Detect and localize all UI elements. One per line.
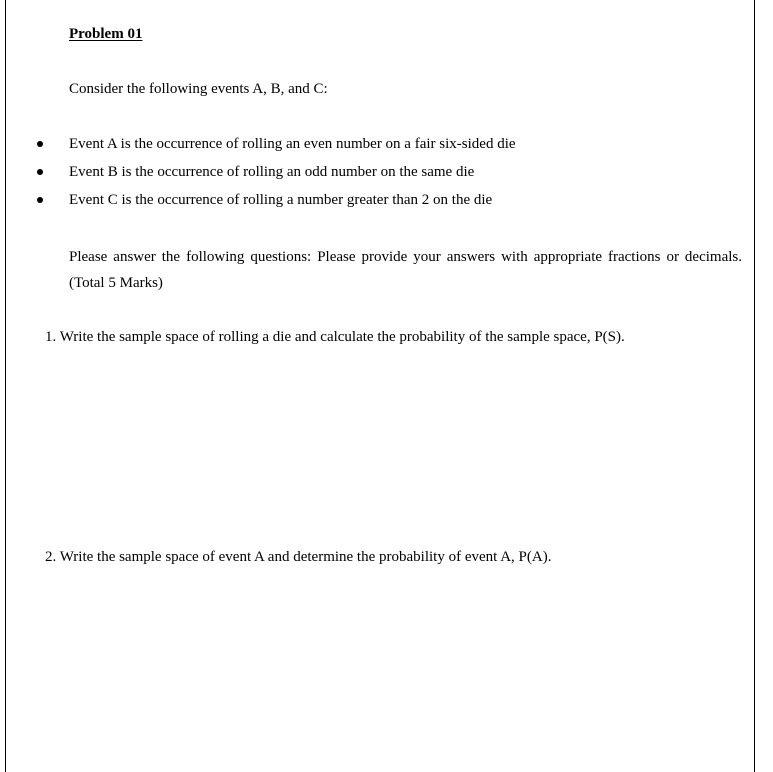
- page-frame: [5, 0, 755, 772]
- problem-title: Problem 01: [69, 26, 143, 42]
- instructions-paragraph: Please answer the following questions: Please provide your answers with appropriate fractions or decimals.(Total 5 Marks): [69, 249, 742, 291]
- question-2: 2. Write the sample space of event A and determine the probability of event A, P(A).: [45, 549, 552, 565]
- event-a-text: Event A is the occurrence of rolling an even number on a fair six-sided die: [69, 136, 516, 152]
- event-c-text: Event C is the occurrence of rolling a number greater than 2 on the die: [69, 192, 493, 208]
- bullet-icon: [37, 169, 43, 175]
- problem-intro: Consider the following events A, B, and C:: [69, 81, 328, 97]
- bullet-icon: [37, 141, 43, 147]
- question-1: 1. Write the sample space of rolling a die and calculate the probability of the sample space, P(S).: [45, 329, 625, 345]
- event-b-text: Event B is the occurrence of rolling an odd number on the same die: [69, 164, 475, 180]
- bullet-icon: [37, 197, 43, 203]
